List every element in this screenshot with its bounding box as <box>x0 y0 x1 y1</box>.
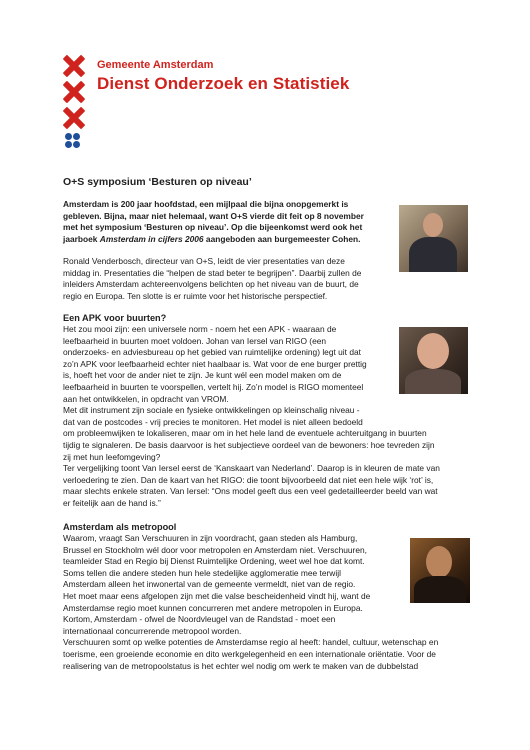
intro-line: gebleven. Bijna, maar niet helemaal, want O+S vierde dit feit op 8 november <box>63 210 364 221</box>
speaker-photo-venderbosch <box>399 205 468 272</box>
text-line: inleiders Amsterdam achtereenvolgens belichten op het niveau van de buurt, de <box>63 279 359 290</box>
text-line: realisering van de metropoolstatus is het echter wel nodig om werk te maken van de dubbelstad <box>63 660 419 671</box>
text-line: aan het ontwikkelen, in opdracht van VROM. <box>63 393 229 404</box>
text-line: Soms tellen die andere steden hun hele stedelijke agglomeratie mee terwijl <box>63 567 341 578</box>
intro-line: Amsterdam is 200 jaar hoofdstad, een mijlpaal die bijna onopgemerkt is <box>63 199 349 209</box>
text-line: dat van de postcodes - vrij precies te monitoren. Het model is niet alleen bedoeld <box>63 416 363 427</box>
text-line: Brussel en Stockholm wél door voor metropolen en Amsterdam niet. Verschuuren, <box>63 544 367 555</box>
text-line: verloedering te zien. Dan de kaart van het RIGO: die toont bijvoorbeeld dat niet een hele wijk ‘rot’ is, <box>63 474 434 485</box>
text-line: Amsterdam alleen het inwonertal van de gemeente vermeldt, niet van de regio. <box>63 579 356 590</box>
text-line: toerisme, een groeiende economie en dito werkgelegenheid en een internationale oriëntatie. Voor de <box>63 648 436 659</box>
speaker-photo-van-iersel <box>399 327 468 394</box>
dots-icon <box>65 133 85 153</box>
text-line: er feitelijk aan de hand is.” <box>63 497 161 508</box>
text-line: zo’n APK voor leefbaarheid echter niet haalbaar is. Wat voor de ene burger prettig <box>63 358 367 369</box>
text-line: Met dit instrument zijn sociale en fysieke ontwikkelingen op kleinschalig niveau - <box>63 405 360 416</box>
document-title: O+S symposium ‘Besturen op niveau’ <box>63 176 252 188</box>
text-line: regio en Europa. Ten slotte is er ruimte voor het historische perspectief. <box>63 290 328 301</box>
text-line: Ter vergelijking toont Van Iersel eerst de ‘Kanskaart van Nederland’. Daarop is in kleuren de mate van <box>63 463 440 474</box>
text-line: leefbaarheid in buurten moet voldoen. Johan van Iersel van RIGO (een <box>63 335 327 346</box>
text-line: Verschuuren somt op welke potenties de Amsterdamse regio al heeft: handel, cultuur, wetenschap en <box>63 637 439 648</box>
text-line: Waarom, vraagt San Verschuuren in zijn voordracht, gaan steden als Hamburg, <box>63 533 358 543</box>
text-line: tijdig te signaleren. De basis daarvoor is het subjectieve oordeel van de bewoners: hoe tevreden zijn <box>63 439 435 450</box>
x-cross-icon <box>63 55 85 77</box>
text-line: leefbaarheid in buurten te voorspellen, vertelt hij. Zo’n model is RIGO momenteel <box>63 381 364 392</box>
text-line: om probleemwijken te lokaliseren, maar om in het hele land de eventuele achteruitgang in buurten <box>63 428 427 439</box>
text-line: Het zou mooi zijn: een universele norm - noem het een APK - waaraan de <box>63 324 337 334</box>
text-line: Amsterdamse regio moet kunnen concurreren met andere metropolen in Europa. <box>63 602 363 613</box>
section-heading: Amsterdam als metropool <box>63 522 177 532</box>
text-line: zij met hun leefomgeving? <box>63 451 161 462</box>
text-line: onderzoeks- en adviesbureau op het gebied van ruimtelijke ordening) legt uit dat <box>63 347 361 358</box>
text-line: Kortom, Amsterdam - ofwel de Noordvleugel van de Randstad - moet een <box>63 614 336 625</box>
text-line: maar slechts enkele straten. Van Iersel: “Ons model geeft dus een veel gedetailleerder beeld van wat <box>63 486 438 497</box>
text-line: middag in. Presentaties die “helpen de stad beter te begrijpen”. Daarbij zullen de <box>63 267 362 278</box>
text-line: teamleider Stad en Regio bij Dienst Ruimtelijke Ordening, weet wel hoe dat komt. <box>63 556 365 567</box>
text-line: Het moet maar eens afgelopen zijn met die valse bescheidenheid vindt hij, want de <box>63 590 371 601</box>
speaker-photo-verschuuren <box>410 538 470 603</box>
text-line: internationaal concurrerende metropool worden. <box>63 625 242 636</box>
organization-name: Gemeente Amsterdam <box>97 59 214 71</box>
paragraph-intro-speakers <box>63 256 403 302</box>
x-cross-icon <box>63 107 85 129</box>
intro-line: met het symposium ‘Besturen op niveau’. Op die bijeenkomst werd ook het <box>63 222 363 233</box>
text-line: is, hoeft het voor de ander niet te zijn. Je kunt wél een model maken om de <box>63 370 342 381</box>
department-name: Dienst Onderzoek en Statistiek <box>97 74 350 93</box>
x-cross-icon <box>63 81 85 103</box>
intro-paragraph <box>63 199 403 245</box>
text-line: Ronald Venderbosch, directeur van O+S, leidt de vier presentaties van deze <box>63 256 345 266</box>
intro-line: jaarboek Amsterdam in cijfers 2006 aangeboden aan burgemeester Cohen. <box>63 233 361 244</box>
section-heading: Een APK voor buurten? <box>63 313 167 323</box>
